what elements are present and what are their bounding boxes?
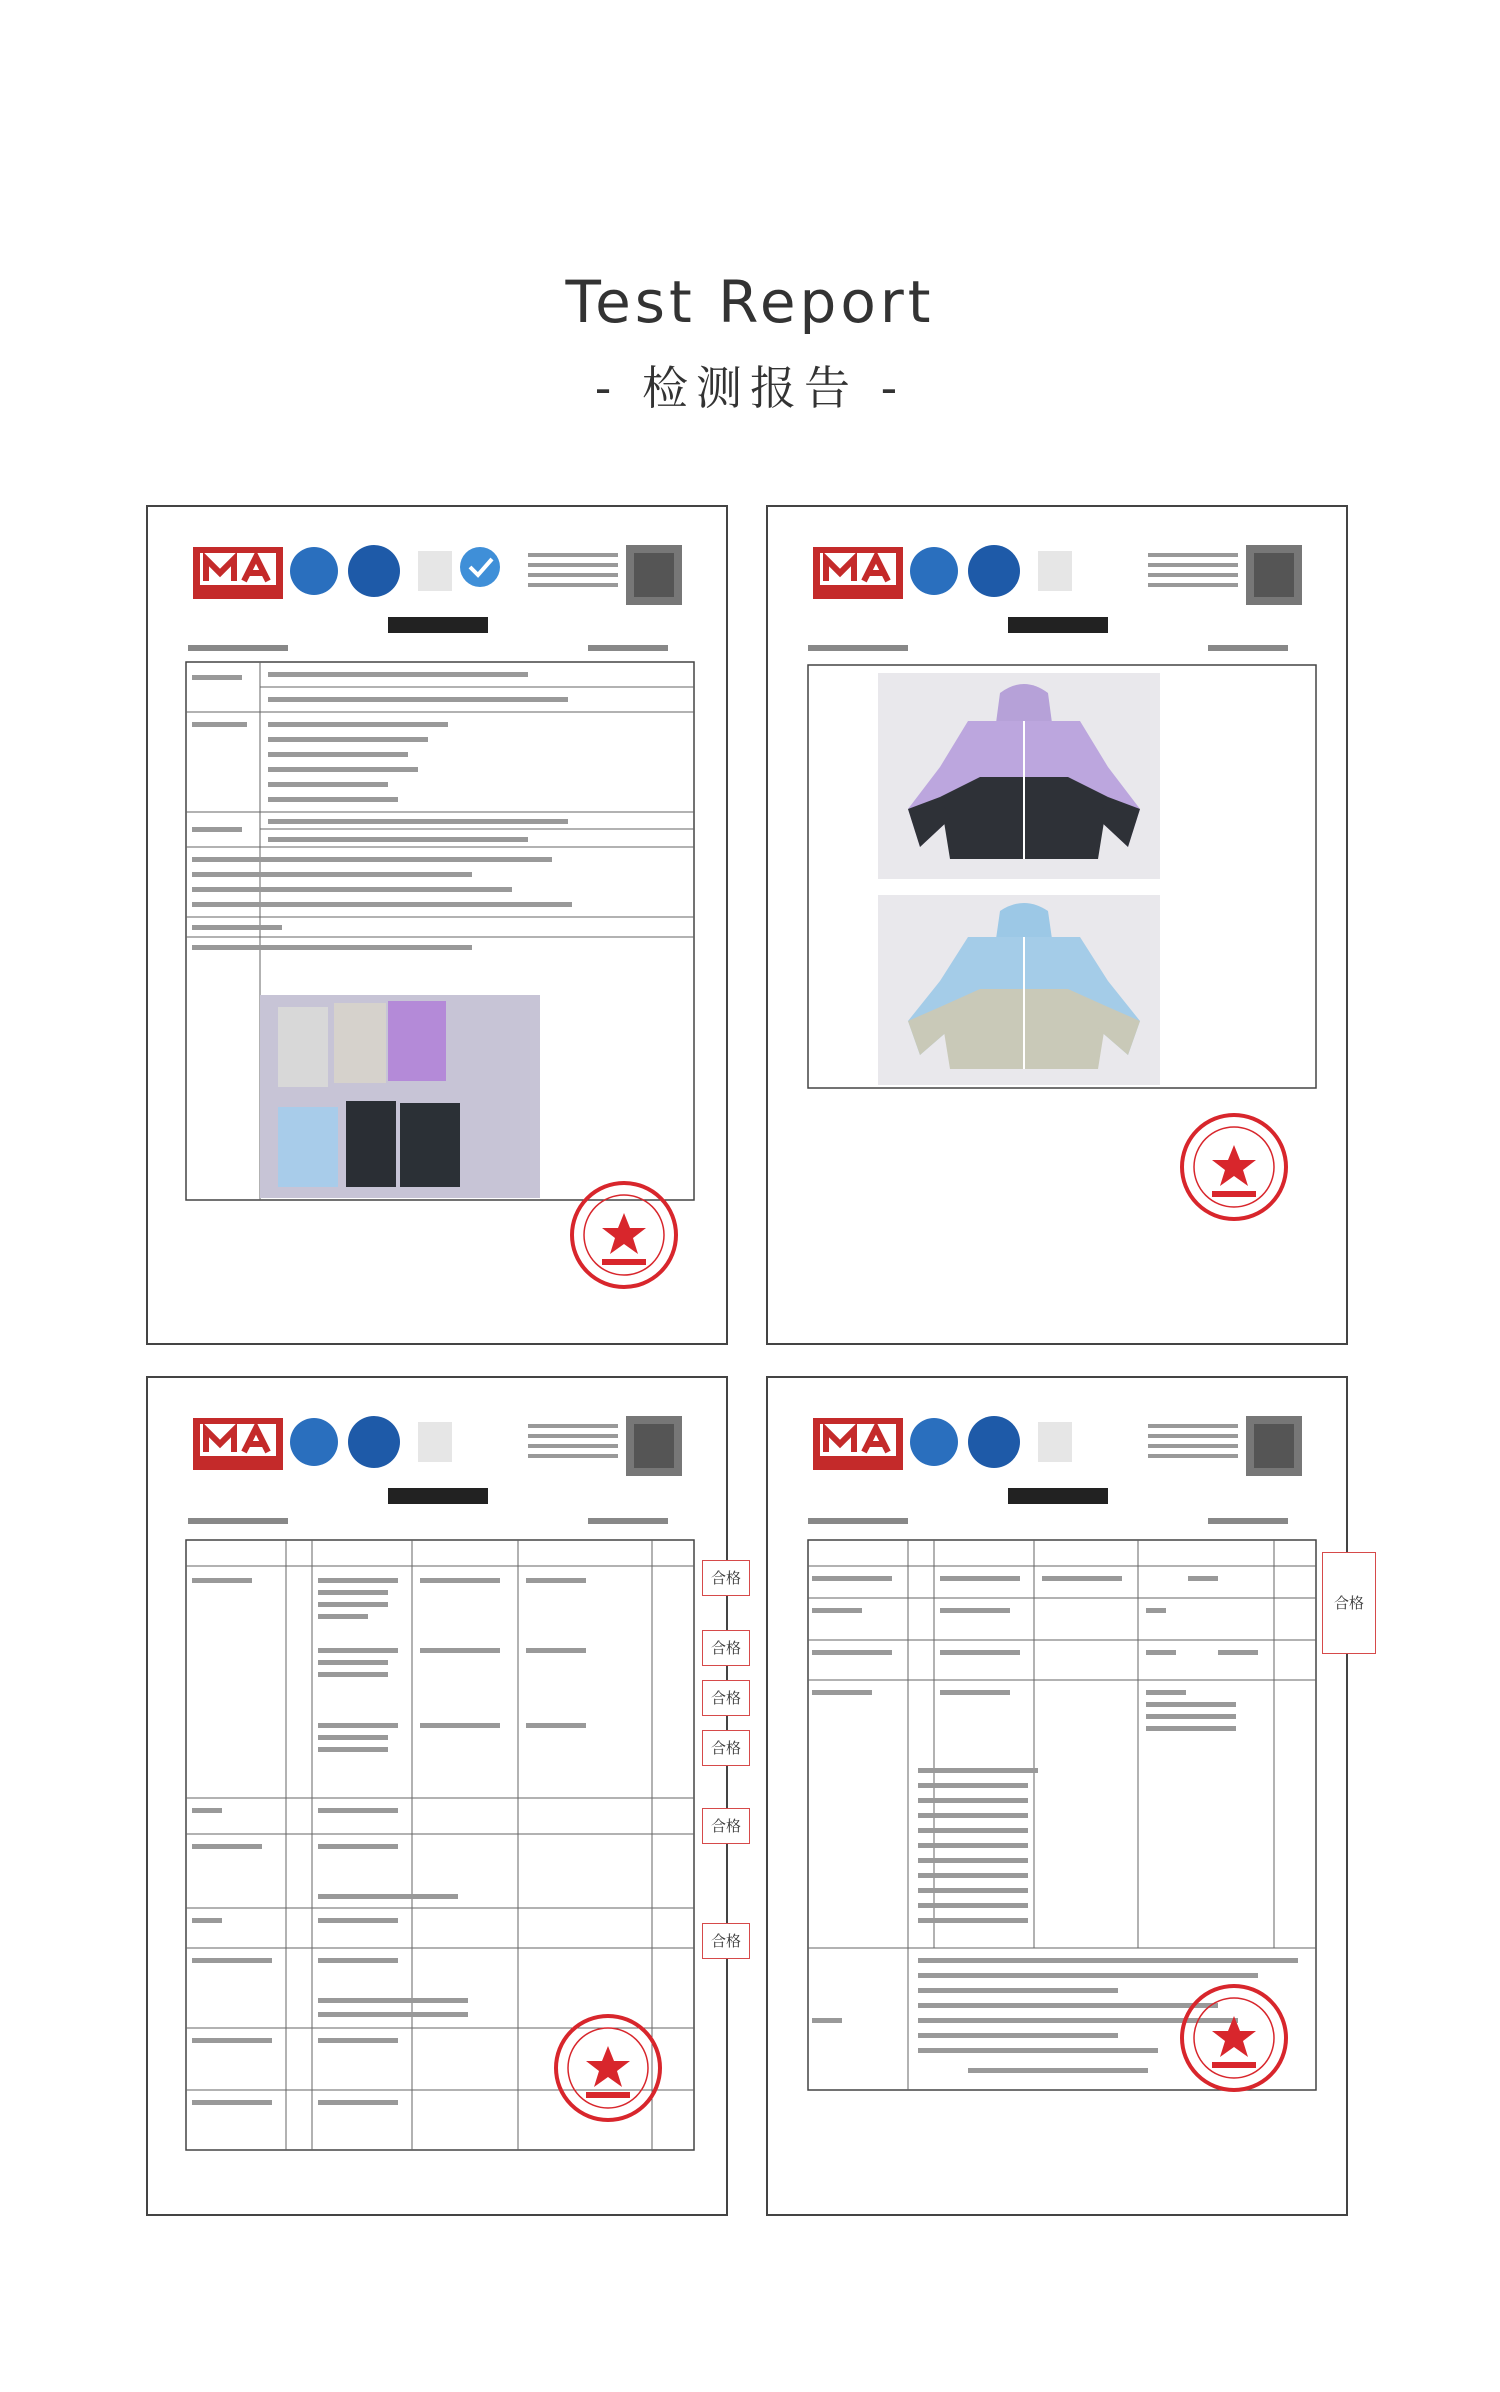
report-page-3: [146, 1376, 741, 2216]
pass-callout-1: 合格: [702, 1560, 750, 1596]
page-title: Test Report: [565, 268, 935, 336]
report-page-2: [766, 505, 1348, 1345]
pass-callout-6: 合格: [702, 1923, 750, 1959]
report-page-4: [766, 1376, 1348, 2216]
red-seal-stamp: [572, 1183, 676, 1287]
pass-callout-5: 合格: [702, 1808, 750, 1844]
red-seal-stamp: [556, 2016, 660, 2120]
report-page-4-graphic: [768, 1378, 1350, 2218]
report-page-3-graphic: [148, 1378, 730, 2218]
report-page-2-graphic: [768, 507, 1350, 1347]
header-logos: [193, 545, 682, 605]
red-seal-stamp: [1182, 1115, 1286, 1219]
pass-callout-3: 合格: [702, 1680, 750, 1716]
red-seal-stamp: [1182, 1986, 1286, 2090]
report-page-1-graphic: [148, 507, 730, 1347]
header-logos: [813, 545, 1302, 605]
report-page-1: [146, 505, 728, 1345]
header-logos: [813, 1416, 1302, 1476]
pass-callout-2: 合格: [702, 1630, 750, 1666]
pass-callout-4: 合格: [702, 1730, 750, 1766]
jacket-photo-purple: [878, 673, 1160, 879]
jacket-photo-blue: [878, 895, 1160, 1085]
page-subtitle: - 检测报告 -: [594, 361, 906, 415]
header-logos: [193, 1416, 682, 1476]
pass-callout-7: 合格: [1322, 1552, 1376, 1654]
